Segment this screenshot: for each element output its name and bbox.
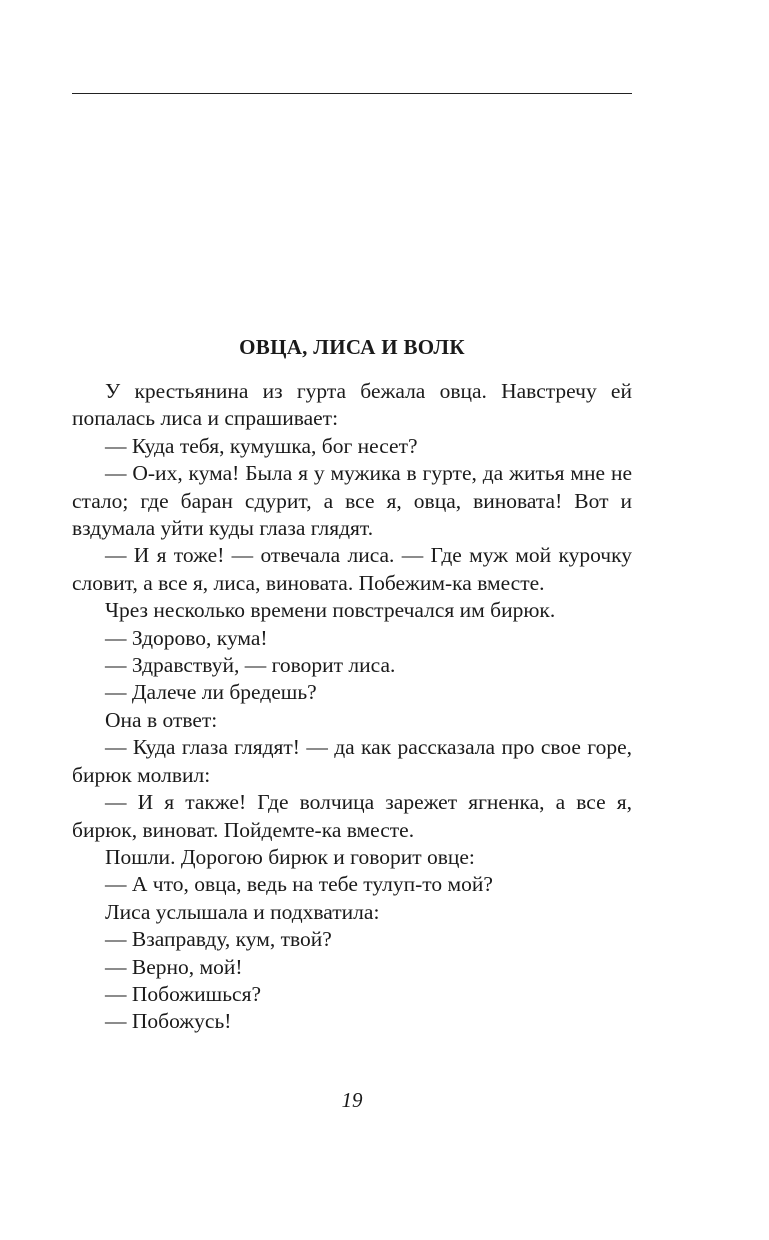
paragraph: — Побожишься? [105,981,262,1006]
header-rule [72,93,632,94]
paragraph: Она в ответ: [105,707,218,732]
paragraph: — Побожусь! [105,1009,232,1034]
paragraph: — Взаправду, кум, твой? [105,927,332,952]
paragraph: У крестьянина из гурта бежала овца. Навстречу ей попалась лиса и спрашивает: [72,379,632,431]
paragraph: — А что, овца, ведь на тебе тулуп-то мой? [105,872,493,897]
story-title: ОВЦА, ЛИСА И ВОЛК [239,335,465,359]
paragraph: — Здравствуй, — говорит лиса. [105,653,396,678]
paragraph: — Куда тебя, кумушка, бог несет? [105,433,418,458]
page-number: 19 [341,1088,363,1112]
paragraph: Чрез несколько времени повстречался им бирюк. [105,598,556,623]
paragraph: Лиса услышала и подхватила: [105,899,380,924]
paragraph: — Куда глаза глядят! — да как рассказала про свое горе, бирюк молвил: [72,735,632,787]
paragraph: — Верно, мой! [105,954,243,979]
paragraph: — Здорово, кума! [105,625,268,650]
paragraph: — И я также! Где волчица зарежет ягненка, а все я, бирюк, виноват. Пойдемте-ка вместе. [72,790,632,842]
story-text [72,378,632,1036]
paragraph: Пошли. Дорогою бирюк и говорит овце: [105,844,475,869]
paragraph: — О-их, кума! Была я у мужика в гурте, да житья мне не стало; где баран сдурит, а все я, овца, виновата! Вот и вздумала уйти куды глаза глядят. [72,461,632,541]
paragraph: — Далече ли бредешь? [105,680,317,705]
paragraph: — И я тоже! — отвечала лиса. — Где муж мой курочку словит, а все я, лиса, виновата. Побежим-ка вместе. [72,543,632,595]
